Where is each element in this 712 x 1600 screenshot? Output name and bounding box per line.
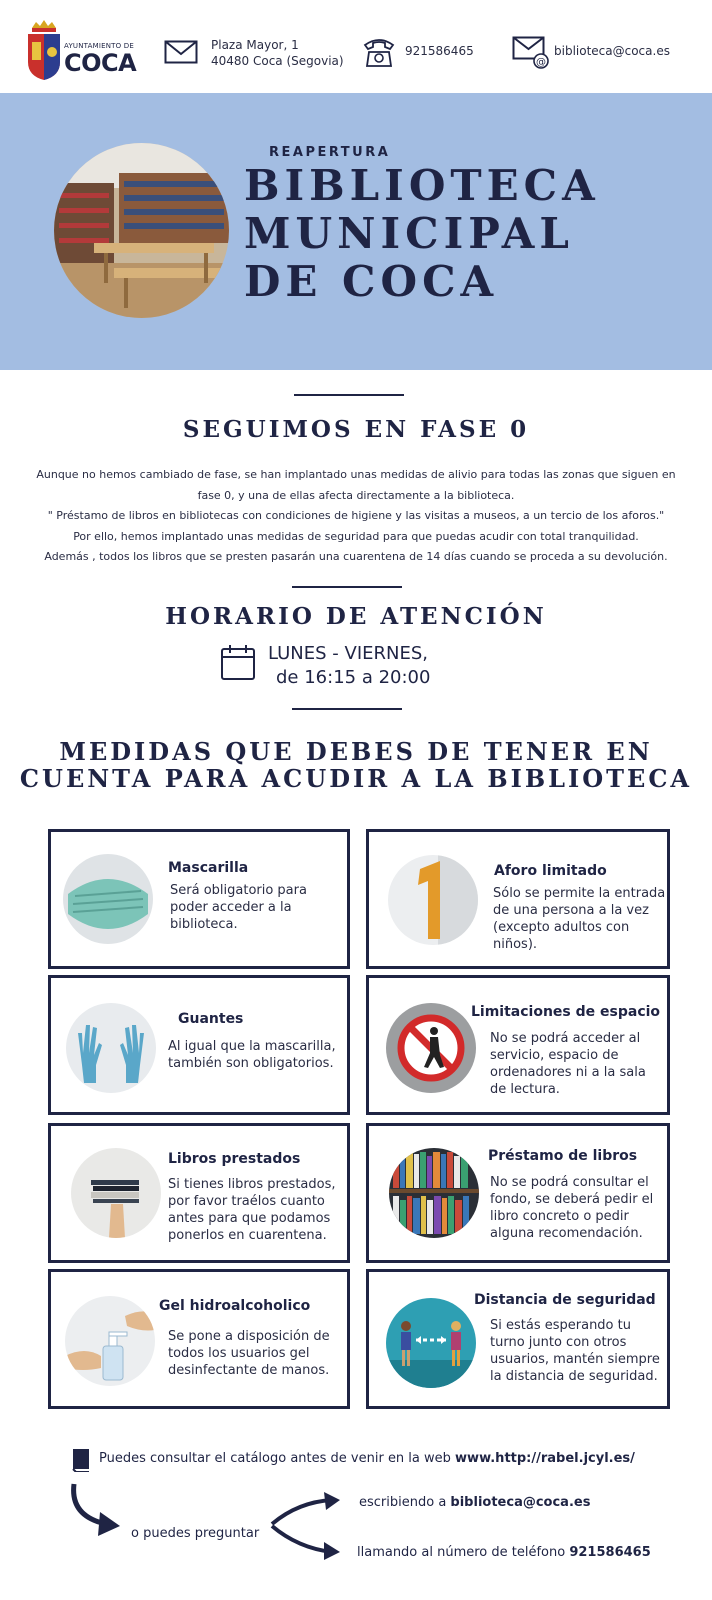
card-title: Distancia de seguridad [474,1292,656,1308]
card-text-line: ordenadores ni a la sala [490,1065,646,1080]
measures-title-line-2: CUENTA PARA ACUDIR A LA BIBLIOTECA [19,764,693,793]
svg-text:@: @ [536,57,546,68]
library-interior-photo [54,143,229,318]
card-text-line: todos los usuarios gel [168,1346,310,1361]
card-text [168,1176,336,1244]
footer-email[interactable]: biblioteca@coca.es [450,1495,591,1510]
card-text-line: No se podrá consultar el [490,1175,649,1190]
email-line [359,1495,590,1510]
card-text-line: Será obligatorio para [170,883,307,898]
logo-subtitle: AYUNTAMIENTO DE [64,42,134,50]
address-line-1: Plaza Mayor, 1 [211,38,299,52]
mail-envelope-icon [164,40,198,64]
measure-card-espacio [366,975,670,1115]
card-text [490,1030,646,1098]
card-text [493,885,665,953]
catalog-line [99,1451,635,1466]
calendar-icon [220,643,256,681]
ask-text: o puedes preguntar [131,1526,260,1541]
card-text [168,1038,336,1072]
card-text-line: Sólo se permite la entrada [493,886,666,901]
card-text-line: niños). [493,937,538,952]
measure-card-distancia [366,1269,670,1409]
card-text-line: libro concreto o pedir [490,1209,629,1224]
card-text-line: también son obligatorios. [168,1056,334,1071]
card-title: Préstamo de libros [488,1148,638,1164]
card-text-line: Se pone a disposición de [168,1329,330,1344]
measure-card-prestamo [366,1123,670,1263]
card-text-line: Si tienes libros prestados, [168,1177,336,1192]
banner-title-line-1: BIBLIOTECA [244,161,600,210]
address-line-2: 40480 Coca (Segovia) [211,54,344,68]
number-one-icon [388,855,478,945]
card-text [170,882,307,933]
measures-title-line-1: MEDIDAS QUE DEBES DE TENER EN [59,737,653,766]
card-title: Gel hidroalcoholico [159,1298,311,1314]
phase-line: Además , todos los libros que se presten pasarán una cuarentena de 14 días cuando se proceda a su devolución. [44,550,668,563]
phase-paragraph [20,465,692,568]
card-text-line: usuarios, mantén siempre [490,1352,660,1367]
card-text-line: Si estás esperando tu [490,1318,631,1333]
phase-title: SEGUIMOS EN FASE 0 [182,416,530,443]
card-text-line: Al igual que la mascarilla, [168,1039,336,1054]
divider [292,708,402,710]
divider [292,586,402,588]
card-text-line: fondo, se deberá pedir el [490,1192,654,1207]
phone-prefix: llamando al número de teléfono [357,1545,570,1560]
phase-line: " Préstamo de libros en bibliotecas con condiciones de higiene y las visitas a museos, a un tercio de los aforos." [47,509,665,522]
card-text-line: (excepto adultos con [493,920,630,935]
books-stack-icon [71,1148,161,1238]
card-text-line: turno junto con otros [490,1335,627,1350]
phone-line [357,1545,651,1560]
card-text-line: de lectura. [490,1082,560,1097]
email-prefix: escribiendo a [359,1495,451,1510]
card-text-line: alguna recomendación. [490,1226,643,1241]
card-text-line: No se podrá acceder al [490,1031,641,1046]
book-icon [70,1446,92,1472]
logo-name: COCA [64,49,137,77]
curved-arrow-icon [66,1480,126,1540]
card-text-line: por favor traélos cuanto [168,1194,325,1209]
phase-line: fase 0, y una de ellas afecta directamente a la biblioteca. [197,488,515,502]
banner-subtitle: REAPERTURA [269,145,391,160]
card-title: Libros prestados [168,1151,301,1167]
measure-card-aforo [366,829,670,969]
card-title: Aforo limitado [494,863,607,879]
card-text-line: poder acceder a la [170,900,292,915]
card-text-line: biblioteca. [170,917,238,932]
card-text-line: desinfectante de manos. [168,1363,330,1378]
card-text-line: servicio, espacio de [490,1048,619,1063]
card-text [168,1328,330,1379]
measure-card-libros-prestados [48,1123,350,1263]
card-title: Mascarilla [168,860,249,876]
bookshelf-icon [389,1148,479,1238]
catalog-link[interactable]: www.http://rabel.jcyl.es/ [455,1451,635,1466]
email-at-icon [512,36,550,70]
measure-card-guantes [48,975,350,1115]
card-title: Limitaciones de espacio [471,1004,661,1020]
card-text [490,1317,660,1385]
schedule-hours: de 16:15 a 20:00 [276,667,431,688]
gloves-icon [66,1003,156,1093]
schedule-title: HORARIO DE ATENCIÓN [165,603,547,630]
measure-card-gel [48,1269,350,1409]
phase-line: Por ello, hemos implantado unas medidas de seguridad para que puedas acudir con total tranquilidad. [73,529,639,543]
distance-icon [386,1298,476,1388]
card-text-line: antes para que podamos [168,1211,331,1226]
schedule-days: LUNES - VIERNES, [268,643,428,664]
split-arrows-icon [268,1490,342,1564]
card-title: Guantes [178,1011,244,1027]
footer-phone[interactable]: 921586465 [569,1545,651,1560]
sanitizer-icon [65,1296,155,1386]
divider [294,394,404,396]
banner-title-line-2: MUNICIPAL [244,209,574,258]
coca-coat-of-arms-logo [26,20,62,82]
phase-line: Aunque no hemos cambiado de fase, se han implantado unas medidas de alivio para todas las zonas que siguen en [36,468,676,481]
header-phone[interactable]: 921586465 [405,44,474,58]
banner-title-line-3: DE COCA [244,257,499,306]
card-text [490,1174,653,1242]
card-text-line: la distancia de seguridad. [490,1369,658,1384]
measure-card-mascarilla [48,829,350,969]
no-entry-icon [386,1003,476,1093]
header-email[interactable]: biblioteca@coca.es [554,44,670,58]
card-text-line: ponerlos en cuarentena. [168,1228,327,1243]
card-text-line: de una persona a la vez [493,903,649,918]
telephone-icon [362,34,396,68]
mask-icon [63,854,153,944]
catalog-text: Puedes consultar el catálogo antes de venir en la web [99,1451,456,1466]
